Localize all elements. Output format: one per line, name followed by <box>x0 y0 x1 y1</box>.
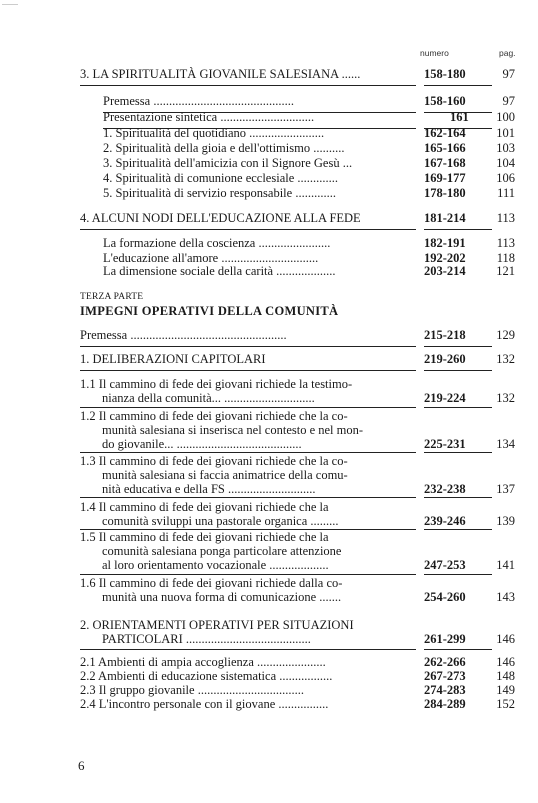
entry-title-line: nità educativa e della FS ............................ <box>102 482 316 496</box>
entry-numero: 284-289 <box>424 697 466 711</box>
entry-title-line: 1.2 Il cammino di fede dei giovani richiede che la co- <box>80 409 348 423</box>
entry-numero: 219-260 <box>424 352 466 366</box>
entry-numero: 167-168 <box>424 156 466 170</box>
entry-title-line: munità salesiana si faccia animatrice della comu- <box>102 468 348 482</box>
divider <box>80 649 416 650</box>
entry-title: 1. Spiritualità del quotidiano ........................ <box>103 126 325 140</box>
divider <box>80 346 416 347</box>
entry-page: 149 <box>496 683 515 697</box>
entry-title-line: 1.3 Il cammino di fede dei giovani richiede che la co- <box>80 454 348 468</box>
toc-entry <box>80 530 516 572</box>
entry-numero: 262-266 <box>424 655 466 669</box>
divider <box>424 85 492 86</box>
entry-numero: 261-299 <box>424 632 466 646</box>
entry-page: 137 <box>496 482 515 496</box>
entry-title: 3. LA SPIRITUALITÀ GIOVANILE SALESIANA ...... <box>80 67 361 81</box>
divider <box>80 452 416 453</box>
divider <box>80 574 416 575</box>
entry-numero: 215-218 <box>424 328 466 342</box>
entry-title: Presentazione sintetica .............................. <box>103 110 315 124</box>
divider <box>424 346 492 347</box>
entry-title-line: munità una nuova forma di comunicazione ....... <box>102 590 342 604</box>
entry-title-line: munità salesiana si inserisca nel contesto e nel mon- <box>102 423 364 437</box>
entry-page: 103 <box>496 141 515 155</box>
entry-title: Premessa ............................................. <box>103 94 294 108</box>
entry-title: 2.4 L'incontro personale con il giovane ................ <box>80 697 329 711</box>
part-title: IMPEGNI OPERATIVI DELLA COMUNITÀ <box>80 304 339 318</box>
entry-page: 113 <box>496 236 515 250</box>
page-number: 6 <box>78 758 85 773</box>
entry-numero: 219-224 <box>424 391 466 405</box>
entry-page: 141 <box>496 558 515 572</box>
entry-page: 139 <box>496 514 515 528</box>
entry-page: 118 <box>496 251 515 265</box>
entry-numero: 182-191 <box>424 236 466 250</box>
entry-title-line: 1.5 Il cammino di fede dei giovani richiede che la <box>80 530 329 544</box>
divider <box>80 370 416 371</box>
entry-title-line: do giovanile... ........................................ <box>102 437 302 451</box>
entry-title: 2.1 Ambienti di ampia accoglienza ...................... <box>80 655 326 669</box>
divider <box>80 497 416 498</box>
divider <box>424 452 492 453</box>
entry-page: 129 <box>496 328 515 342</box>
entry-page: 101 <box>496 126 515 140</box>
divider <box>424 370 492 371</box>
divider <box>424 407 492 408</box>
column-header-numero: numero <box>420 48 449 58</box>
entry-numero: 158-160 <box>424 94 466 108</box>
entry-page: 113 <box>496 211 515 225</box>
divider <box>424 229 492 230</box>
entry-numero: 203-214 <box>424 264 466 278</box>
entry-numero: 165-166 <box>424 141 466 155</box>
entry-numero: 161 <box>450 110 469 124</box>
entry-numero: 169-177 <box>424 171 466 185</box>
entry-numero: 162-164 <box>424 126 466 140</box>
entry-page: 104 <box>496 156 515 170</box>
entry-page: 148 <box>496 669 515 683</box>
entry-numero: 178-180 <box>424 186 466 200</box>
entry-page: 134 <box>496 437 515 451</box>
entry-title-line: 1.4 Il cammino di fede dei giovani richiede che la <box>80 500 329 514</box>
toc-entry <box>80 454 516 496</box>
entry-title: 3. Spiritualità dell'amicizia con il Signore Gesù ... <box>103 156 353 170</box>
entry-numero: 158-180 <box>424 67 466 81</box>
entry-numero: 225-231 <box>424 437 466 451</box>
entry-page: 132 <box>496 391 515 405</box>
entry-numero: 247-253 <box>424 558 466 572</box>
toc-entry <box>80 576 516 604</box>
entry-title: 2.3 Il gruppo giovanile .................................. <box>80 683 304 697</box>
entry-page: 152 <box>496 697 515 711</box>
divider <box>424 497 492 498</box>
divider <box>424 649 492 650</box>
entry-title: La formazione della coscienza ....................... <box>103 236 331 250</box>
toc-entry <box>80 377 516 405</box>
entry-numero: 254-260 <box>424 590 466 604</box>
entry-page: 132 <box>496 352 515 366</box>
entry-title-line: comunità salesiana ponga particolare attenzione <box>102 544 342 558</box>
entry-numero: 274-283 <box>424 683 466 697</box>
toc-entry <box>80 409 516 451</box>
entry-title: L'educazione all'amore ............................... <box>103 251 319 265</box>
entry-numero: 267-273 <box>424 669 466 683</box>
column-header-pag: pag. <box>499 48 516 58</box>
toc-entry <box>80 618 516 646</box>
entry-numero: 192-202 <box>424 251 466 265</box>
entry-page: 146 <box>496 655 515 669</box>
toc-entry <box>80 500 516 528</box>
entry-title: 2.2 Ambienti di educazione sistematica ................. <box>80 669 333 683</box>
entry-title: 5. Spiritualità di servizio responsabile ............. <box>103 186 336 200</box>
entry-numero: 232-238 <box>424 482 466 496</box>
entry-title: 1. DELIBERAZIONI CAPITOLARI <box>80 352 266 366</box>
entry-title-line: 2. ORIENTAMENTI OPERATIVI PER SITUAZIONI <box>80 618 354 632</box>
entry-title: 4. Spiritualità di comunione ecclesiale ............. <box>103 171 339 185</box>
entry-title-line: nianza della comunità... ............................. <box>102 391 315 405</box>
entry-title-line: 1.1 Il cammino di fede dei giovani richiede la testimo- <box>80 377 353 391</box>
entry-page: 97 <box>502 67 515 81</box>
entry-page: 111 <box>497 186 515 200</box>
entry-title-line: al loro orientamento vocazionale ................... <box>102 558 329 572</box>
divider <box>80 85 416 86</box>
entry-title-line: comunità sviluppi una pastorale organica ......... <box>102 514 339 528</box>
entry-title: 4. ALCUNI NODI DELL'EDUCAZIONE ALLA FEDE <box>80 211 361 225</box>
entry-title-line: PARTICOLARI ........................................ <box>102 632 311 646</box>
entry-numero: 239-246 <box>424 514 466 528</box>
entry-page: 106 <box>496 171 515 185</box>
entry-page: 146 <box>496 632 515 646</box>
entry-title: 2. Spiritualità della gioia e dell'ottimismo .......... <box>103 141 345 155</box>
entry-numero: 181-214 <box>424 211 466 225</box>
entry-title: Premessa .................................................. <box>80 328 287 342</box>
entry-title: La dimensione sociale della carità ................... <box>103 264 336 278</box>
part-label: TERZA PARTE <box>80 292 144 302</box>
divider <box>424 574 492 575</box>
entry-page: 143 <box>496 590 515 604</box>
entry-page: 97 <box>502 94 515 108</box>
entry-page: 121 <box>496 264 515 278</box>
entry-title-line: 1.6 Il cammino di fede dei giovani richiede dalla co- <box>80 576 343 590</box>
divider <box>80 229 416 230</box>
scan-mark <box>2 4 18 5</box>
divider <box>80 407 416 408</box>
entry-page: 100 <box>496 110 515 124</box>
